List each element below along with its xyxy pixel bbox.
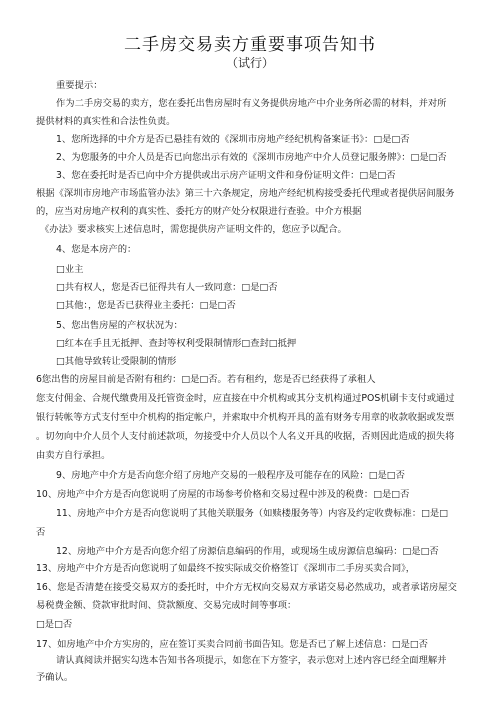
document-title: 二手房交易卖方重要事项告知书 <box>124 35 376 55</box>
payment-para-3: 。切勿向中介人员个人支付前述款项，勿接受中介人员以个人名义开具的收据，否则因此造成的损失将 <box>36 431 455 442</box>
item-16-answer: □是□否 <box>36 619 73 630</box>
payment-para-1: 您支付佣金、合规代缴费用及托管资金时，应直接在中介机构或其分支机构通过POS机刷卡支付或通过 <box>36 393 455 404</box>
item-13: 13、房地产中介方是否向您说明了如最终不按实际成交价格签订《深圳市二手房买卖合同》， <box>36 563 416 574</box>
item-3: 3、您在委托时是否已向中介方提供或出示房产证明文件和身份证明文件：□是□否 <box>56 170 396 181</box>
item-4-option-owner: □业主 <box>56 264 84 275</box>
item-17: 17、如房地产中介方实房的，应在签订买卖合同前书面告知。您是否已了解上述信息：□是□否 <box>36 639 428 650</box>
item-10: 10、房地产中介方是否向您说明了房屋的市场参考价格和交易过程中涉及的税费：□是□否 <box>36 489 410 500</box>
item-4: 4、您是本房产的： <box>56 244 137 255</box>
item-5-option-1: □红本在手且无抵押、查封等权利受限制情形□查封□抵押 <box>56 338 297 349</box>
item-4-option-other: □其他：，您是否已获得业主委托：□是□否 <box>56 300 236 311</box>
item-3-note-3: 《办法》要求核实上述信息时，需您提供房产证明文件的，您应予以配合。 <box>40 224 347 235</box>
item-5: 5、您出售房屋的产权状况为： <box>56 320 183 331</box>
closing-line-2: 予确认。 <box>36 672 74 683</box>
intro-line-1: 作为二手房交易的卖方，您在委托出售房屋时有义务提供房地产中介业务所必需的材料，并对所 <box>56 98 447 109</box>
payment-para-2: 银行转帐等方式支付至中介机构的指定帐户，并索取中介机构开具的盖有财务专用章的收款收据或发票 <box>36 412 455 423</box>
item-12: 12、房地产中介方是否向您介绍了房源信息编码的作用，或现场生成房源信息编码：□是□否 <box>56 546 439 557</box>
item-16-line-1: 16、您是否清楚在接受交易双方的委托时，中介方无权向交易双方承诺交易必然成功，或者承诺房屋交 <box>36 582 457 593</box>
item-1: 1、您所选择的中介方是否已悬挂有效的《深圳市房地产经纪机构备案证书》：□是□否 <box>56 134 410 145</box>
item-6: 6您出售的房屋目前是否附有租约：□是□否。若有租约，您是否已经获得了承租人 <box>36 374 376 385</box>
important-heading: 重要提示： <box>56 80 103 91</box>
payment-para-4: 由卖方自行承担。 <box>36 450 111 461</box>
item-11: 11、房地产中介方是否向您说明了其他关联服务（如赎楼服务等）内容及约定收费标准：□是□ <box>56 508 448 519</box>
item-3-note-2: 的，应当对房地产权利的真实性、委托方的财产处分权限进行查验。中介方根据 <box>36 206 362 217</box>
closing-line-1: 请认真阅读并据实勾选本告知书各项提示，如您在下方签字，表示您对上述内容已经全面理解并 <box>56 655 447 666</box>
item-4-option-coowner: □共有权人，您是否已征得共有人一致同意：□是□否 <box>56 282 278 293</box>
item-9: 9、房地产中介方是否向您介绍了房地产交易的一般程序及可能存在的风险：□是□否 <box>56 470 405 481</box>
item-11-continued: 否 <box>36 527 46 538</box>
item-5-option-2: □其他导致转让受限制的情形 <box>56 356 177 367</box>
item-3-note-1: 根据《深圳市房地产市场监管办法》第三十六条规定，房地产经纪机构接受委托代理或者提供居间服务 <box>36 188 455 199</box>
item-2: 2、为您服务的中介人员是否已向您出示有效的《深圳市房地产中介人员登记服务牌》：□是□否 <box>56 152 447 163</box>
item-16-line-2: 易税费金额、贷款审批时间、贷款额度、交易完成时间等事项： <box>36 600 297 611</box>
intro-line-2: 提供材料的真实性和合法性负责。 <box>36 116 176 127</box>
document-subtitle: （试行） <box>225 56 274 70</box>
